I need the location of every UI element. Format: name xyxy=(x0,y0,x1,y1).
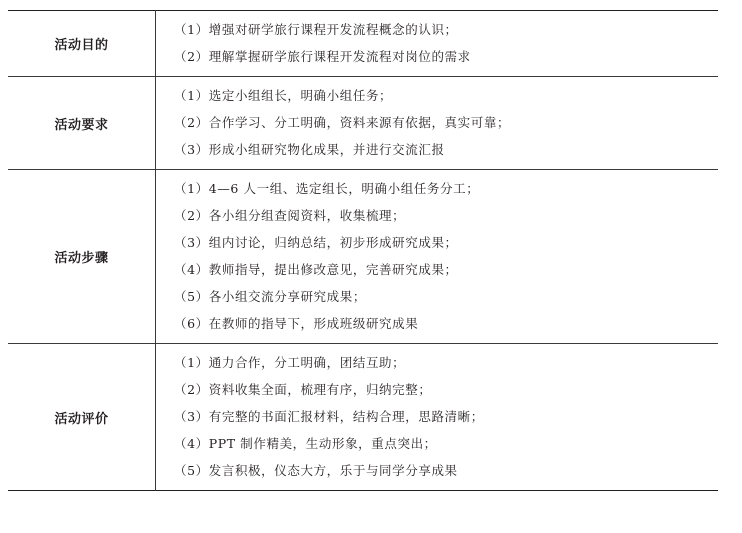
list-item: （6）在教师的指导下，形成班级研究成果 xyxy=(174,316,419,331)
list-item: （4）PPT 制作精美，生动形象，重点突出； xyxy=(174,436,437,451)
list-item: （3）组内讨论，归纳总结，初步形成研究成果； xyxy=(174,235,458,250)
list-item: （3）有完整的书面汇报材料，结构合理，思路清晰； xyxy=(174,409,484,424)
activity-table xyxy=(8,10,718,491)
list-item: （5）各小组交流分享研究成果； xyxy=(174,289,366,304)
table-row-evaluation xyxy=(8,344,718,491)
row-label: 活动步骤 xyxy=(8,170,156,344)
list-item: （4）教师指导，提出修改意见，完善研究成果； xyxy=(174,262,458,277)
row-label: 活动目的 xyxy=(8,11,156,77)
table-row-steps xyxy=(8,170,718,344)
table-row-purpose xyxy=(8,11,718,77)
row-content xyxy=(156,170,719,344)
list-item: （2）理解掌握研学旅行课程开发流程对岗位的需求 xyxy=(174,49,471,64)
row-content xyxy=(156,344,719,491)
row-content xyxy=(156,77,719,170)
row-content xyxy=(156,11,719,77)
list-item: （1）4—6 人一组、选定组长，明确小组任务分工； xyxy=(174,181,480,196)
list-item: （5）发言积极，仪态大方，乐于与同学分享成果 xyxy=(174,463,458,478)
list-item: （1）通力合作，分工明确，团结互助； xyxy=(174,355,406,370)
list-item: （1）选定小组组长，明确小组任务； xyxy=(174,88,393,103)
list-item: （1）增强对研学旅行课程开发流程概念的认识； xyxy=(174,22,458,37)
row-label: 活动评价 xyxy=(8,344,156,491)
list-item: （3）形成小组研究物化成果，并进行交流汇报 xyxy=(174,142,445,157)
list-item: （2）各小组分组查阅资料，收集梳理； xyxy=(174,208,406,223)
list-item: （2）资料收集全面，梳理有序，归纳完整； xyxy=(174,382,432,397)
list-item: （2）合作学习、分工明确，资料来源有依据，真实可靠； xyxy=(174,115,511,130)
row-label: 活动要求 xyxy=(8,77,156,170)
table-row-requirements xyxy=(8,77,718,170)
